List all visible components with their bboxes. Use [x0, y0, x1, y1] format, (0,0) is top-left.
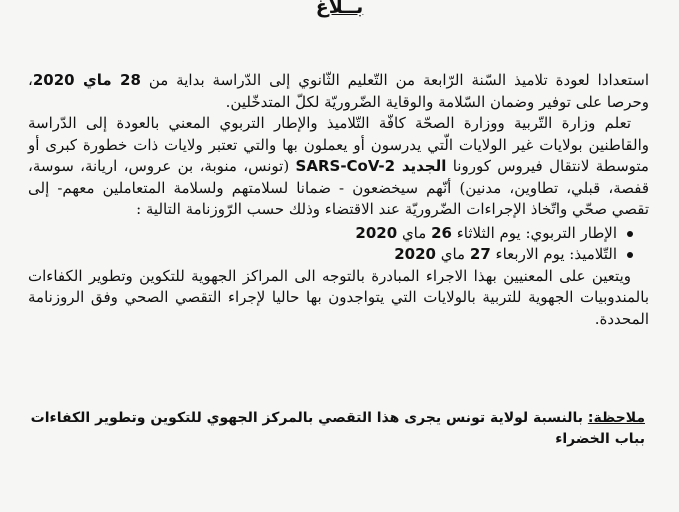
virus-name: الجديد SARS-CoV-2 — [295, 157, 447, 175]
schedule-who: الإطار التربوي: يوم الثلاثاء — [456, 223, 617, 242]
schedule-item-staff — [28, 223, 631, 245]
schedule-year: 2020 — [355, 223, 398, 242]
instructions-paragraph: ويتعين على المعنيين بهذا الاجراء المبادرة بالتوجه الى المراكز الجهوية للتكوين وتطوير الكفاءات بالمندوبيات الجهوية للتربية بالولايات التي يتواجدون بها حاليا لإجراء التقصي الصحي وفق الروزنامة المحددة. — [28, 266, 649, 328]
schedule-year: 2020 — [394, 245, 436, 263]
schedule-month: ماي — [440, 245, 466, 263]
note-label: ملاحظة: — [587, 410, 645, 426]
intro-text: استعدادا لعودة تلاميذ السّنة الرّابعة من التّعليم الثّانوي إلى الدّراسة بداية من — [148, 71, 649, 89]
schedule-day: 26 — [431, 223, 452, 242]
schedule-who: التّلاميذ: يوم الاربعاء — [495, 245, 617, 263]
note-text: بالنسبة لولاية تونس يجرى هذا التقصي بالمركز الجهوي للتكوين وتطوير الكفاءات بباب الخضراء — [30, 410, 645, 447]
announcement-paragraph — [28, 113, 649, 221]
announcement-text: تعلم وزارة التّربية ووزارة الصحّة كافّة التّلاميذ والإطار التربوي المعني بالعودة إلى الدّراسة والقاطنين بولايات غير الولايات الّتي يدرسون أو يعملون بها والتي تعتبر ولايات ذات خطورة كبرى أو متوسطة لانتقال فيروس كورونا — [28, 114, 649, 175]
note-block — [20, 408, 645, 450]
document-title: بــلاغ — [315, 0, 364, 18]
schedule-item-students — [28, 244, 631, 266]
return-date: 28 ماي 2020 — [32, 71, 141, 89]
document-body — [28, 70, 649, 330]
schedule-month: ماي — [401, 223, 427, 242]
schedule-day: 27 — [469, 245, 491, 263]
announcement-text-end: (تونس، منوبة، بن عروس، اريانة، سوسة، قفصة، قبلي، تطاوين، مدنين) أنّهم سيخضعون - ضمانا لسلامتهم ولسلامة المتعاملين معهم- إلى تقصي صحّي واتّخاذ الإجراءات الضّروريّة عند الاقتضاء وذلك حسب الرّوزنامة التالية : — [28, 157, 649, 218]
intro-text-end: ، وحرصا على توفير وضمان السّلامة والوقاية الضّروريّة لكلّ المتدخّلين. — [28, 71, 649, 111]
intro-paragraph — [28, 70, 649, 113]
schedule-list — [28, 223, 649, 266]
